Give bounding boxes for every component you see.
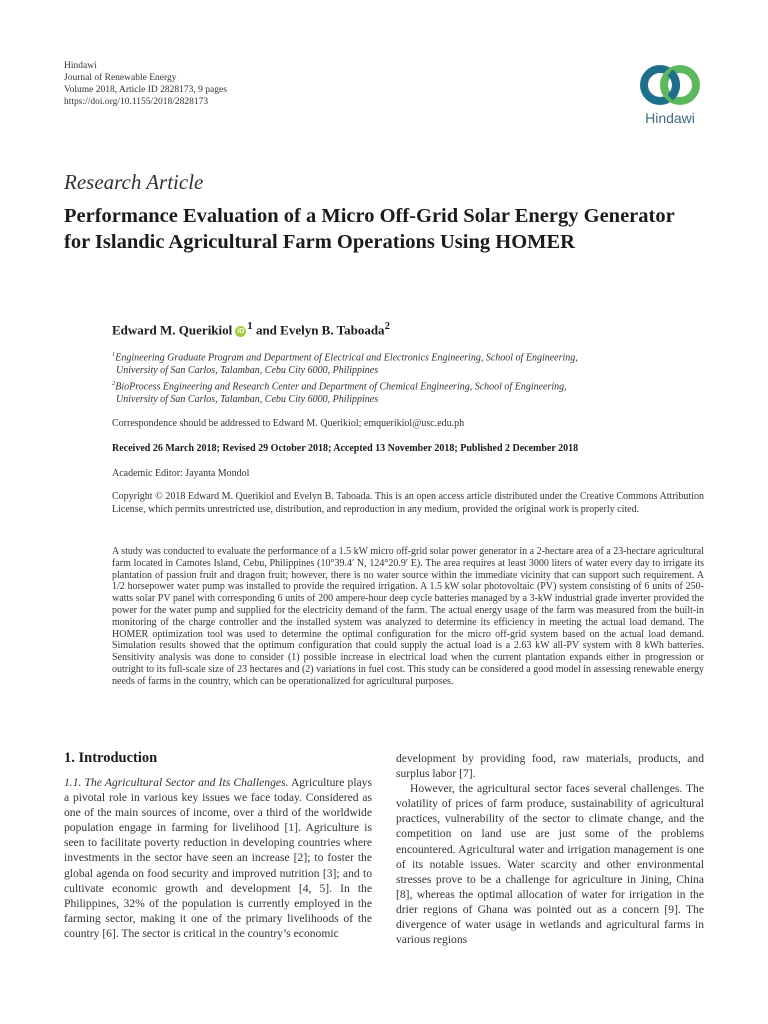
- correspondence: Correspondence should be addressed to Edward M. Querikiol; emquerikiol@usc.edu.ph: [112, 418, 465, 429]
- paper-title: Performance Evaluation of a Micro Off-Grid Solar Energy Generator for Islandic Agricultural Farm Operations Using HOMER: [64, 205, 675, 253]
- orcid-icon[interactable]: iD: [237, 328, 245, 336]
- publisher-name: Hindawi: [64, 61, 97, 71]
- doi-link[interactable]: https://doi.org/10.1155/2018/2828173: [64, 97, 209, 107]
- affiliation-item: [112, 378, 672, 407]
- affiliation-marker: 2: [384, 320, 390, 332]
- hindawi-logo-icon: [638, 62, 702, 108]
- affiliation-line: Engineering Graduate Program and Department of Electrical and Electronics Engineering, School of Engineering,: [115, 352, 578, 364]
- body-paragraph: However, the agricultural sector faces several challenges. The volatility of prices of farm produce, sustainability of agricultural practices, vulnerability of the sector to climate change, and the competition on land use are just some of the problems encountered. Agricultural water and irrigation management is one of its notable issues. Water scarcity and other environmental stresses prove to be a challenge for agriculture in Jining, China [8], whereas the optimal allocation of water for irrigation in the drier regions of Ghana was pointed out as a concern [9]. The divergence of water usage in wetlands and agricultural farms in various regions: [396, 782, 704, 947]
- author-list: [112, 320, 390, 338]
- journal-metadata: [64, 60, 227, 108]
- subsection-heading: 1.1. The Agricultural Sector and Its Challenges.: [64, 776, 289, 789]
- affiliations: [112, 349, 672, 407]
- journal-name: Journal of Renewable Energy: [64, 73, 177, 83]
- affiliation-line: University of San Carlos, Talamban, Cebu City 6000, Philippines: [116, 365, 379, 377]
- body-paragraph: [64, 775, 372, 941]
- publication-dates: Received 26 March 2018; Revised 29 October 2018; Accepted 13 November 2018; Published 2 December 2018: [112, 443, 579, 454]
- paragraph-text: Agriculture plays a pivotal role in various key issues we face today. Considered as one of the main sources of income, over a third of the worldwide population engage in farming for livelihood [1]. Agriculture is seen to facilitate poverty reduction in developing countries where investments in the sector have seen an increase [2]; to foster the global agenda on food security and improved nutrition [3]; and to cultivate economic growth and development [4, 5]. In the Philippines, 32% of the population is currently employed in the farming sector, making it one of the primary livelihoods of the country [6]. The sector is critical in the country’s economic: [64, 776, 372, 940]
- abstract: A study was conducted to evaluate the performance of a 1.5 kW micro off-grid solar power generator in a 2-hectare area of a 23-hectare agricultural farm located in Camotes Island, Cebu, Philippines (10°39.4′ N, 124°20.9′ E). The area requires at least 3000 liters of water every day to irrigate its plantation of passion fruit and dragon fruit; however, there is no water source within the immediate vicinity that can support such requirement. A 1/2 horsepower water pump was installed to provide the required irrigation. A 1.5 kW solar photovoltaic (PV) system consisting of 6 units of 250-watts solar PV panel with corresponding 6 units of 200 ampere-hour deep cycle batteries managed by a 3-kW industrial grade inverter provided the power for the water pump and supplied for the electricity demand of the farm. The actual energy usage of the farm was measured from the built-in monitoring of the charge controller and the installed system was analyzed to determine its efficiency in meeting the actual load demand. The HOMER optimization tool was used to determine the optimal configuration for the micro off-grid system based on the actual load demand. Simulation results showed that the optimum configuration that could supply the actual load is a 2.63 kW all-PV system with 8 kWh batteries. Sensitivity analysis was done to consider (1) possible increase in electrical load when the current plantation expands either in progression or outright to its full-scale size of 23 hectares and (2) variations in fuel cost. This study can be considered a good model in assessing renewable energy needs of farms in the country, which can be operationalized for agricultural purposes.: [112, 546, 704, 687]
- article-type: Research Article: [64, 170, 204, 194]
- hindawi-logo: [634, 62, 706, 132]
- affiliation-number: 2: [112, 379, 116, 387]
- author-name: and Evelyn B. Taboada: [255, 322, 385, 338]
- affiliation-marker: 1: [247, 320, 253, 332]
- affiliation-line: University of San Carlos, Talamban, Cebu City 6000, Philippines: [116, 394, 379, 406]
- logo-wordmark: Hindawi: [645, 110, 695, 126]
- author-name: Edward M. Querikiol: [112, 322, 233, 338]
- volume-info: Volume 2018, Article ID 2828173, 9 pages: [64, 85, 227, 95]
- section-heading: 1. Introduction: [64, 750, 158, 766]
- body-column-left: [64, 775, 372, 941]
- academic-editor: Academic Editor: Jayanta Mondol: [112, 468, 250, 479]
- body-paragraph: development by providing food, raw materials, products, and surplus labor [7].: [396, 752, 704, 781]
- copyright-notice: Copyright © 2018 Edward M. Querikiol and Evelyn B. Taboada. This is an open access article distributed under the Creative Commons Attribution License, which permits unrestricted use, distribution, and reproduction in any medium, provided the original work is properly cited.: [112, 491, 704, 515]
- affiliation-item: [112, 349, 672, 378]
- affiliation-line: BioProcess Engineering and Research Center and Department of Chemical Engineering, School of Engineering,: [115, 381, 567, 393]
- affiliation-number: 1: [112, 351, 116, 358]
- body-column-right: [396, 751, 704, 947]
